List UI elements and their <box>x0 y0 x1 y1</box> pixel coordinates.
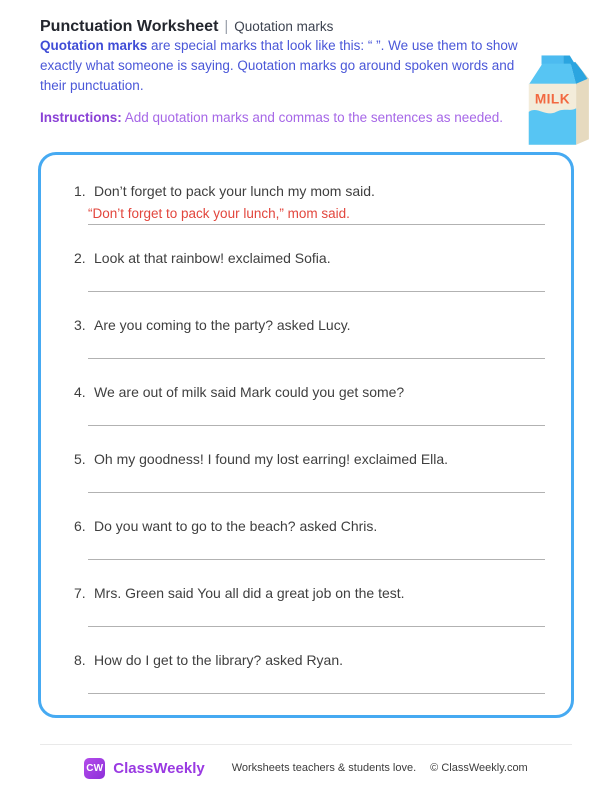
question-number: 7. <box>74 585 86 601</box>
question-number: 1. <box>74 183 86 199</box>
intro-lead-term: Quotation marks <box>40 38 148 53</box>
worksheet-title: Punctuation Worksheet <box>40 18 219 35</box>
answer-line-2[interactable] <box>88 268 545 292</box>
intro-paragraph <box>40 36 518 96</box>
question-number: 3. <box>74 317 86 333</box>
question-row <box>74 181 545 201</box>
question-text: Look at that rainbow! exclaimed Sofia. <box>94 250 331 266</box>
question-text: We are out of milk said Mark could you get some? <box>94 384 405 400</box>
question-item-5 <box>74 449 545 493</box>
question-number: 6. <box>74 518 86 534</box>
worksheet-subtitle: Quotation marks <box>234 19 334 34</box>
footer-divider <box>40 744 572 745</box>
question-row <box>74 315 545 335</box>
question-number: 5. <box>74 451 86 467</box>
answer-text: “Don’t forget to pack your lunch,” mom said. <box>88 206 350 221</box>
question-item-4 <box>74 382 545 426</box>
milk-label: MILK <box>534 91 571 107</box>
milk-carton-graphic <box>516 52 598 150</box>
milk-carton-icon <box>516 52 598 150</box>
question-row <box>74 449 545 469</box>
question-text: How do I get to the library? asked Ryan. <box>94 652 344 668</box>
question-item-6 <box>74 516 545 560</box>
footer <box>0 752 612 784</box>
answer-line-7[interactable] <box>88 603 545 627</box>
instructions <box>40 108 540 127</box>
question-item-8 <box>74 650 545 694</box>
question-text: Do you want to go to the beach? asked Chris. <box>94 518 378 534</box>
question-item-1 <box>74 181 545 225</box>
classweekly-logo-icon: CW <box>84 758 105 779</box>
question-number: 2. <box>74 250 86 266</box>
question-text: Are you coming to the party? asked Lucy. <box>94 317 351 333</box>
question-item-3 <box>74 315 545 359</box>
question-row <box>74 650 545 670</box>
page-title <box>40 18 333 36</box>
title-separator: | <box>224 18 229 35</box>
question-text: Don’t forget to pack your lunch my mom said. <box>94 183 375 199</box>
answer-line-5[interactable] <box>88 469 545 493</box>
question-item-7 <box>74 583 545 627</box>
question-row <box>74 583 545 603</box>
intro-body-text: are special marks that look like this: “ ”. We use them to show exactly what someone is saying. Quotation marks go around spoken words and their punctuation. <box>40 38 518 93</box>
answer-line-6[interactable] <box>88 536 545 560</box>
answer-line-3[interactable] <box>88 335 545 359</box>
answer-line-4[interactable] <box>88 402 545 426</box>
question-item-2 <box>74 248 545 292</box>
question-number: 8. <box>74 652 86 668</box>
question-row <box>74 382 545 402</box>
question-text: Mrs. Green said You all did a great job on the test. <box>94 585 405 601</box>
question-number: 4. <box>74 384 86 400</box>
classweekly-logo-text[interactable]: ClassWeekly <box>113 759 205 777</box>
questions-card <box>38 152 574 718</box>
answer-line-8[interactable] <box>88 670 545 694</box>
question-text: Oh my goodness! I found my lost earring! exclaimed Ella. <box>94 451 449 467</box>
question-row <box>74 516 545 536</box>
answer-line-1[interactable] <box>88 201 545 225</box>
footer-tagline: Worksheets teachers & students love. <box>231 762 417 774</box>
instructions-text: Add quotation marks and commas to the sentences as needed. <box>121 110 504 125</box>
question-row <box>74 248 545 268</box>
instructions-label: Instructions: <box>40 110 122 125</box>
footer-copyright: © ClassWeekly.com <box>430 762 528 774</box>
